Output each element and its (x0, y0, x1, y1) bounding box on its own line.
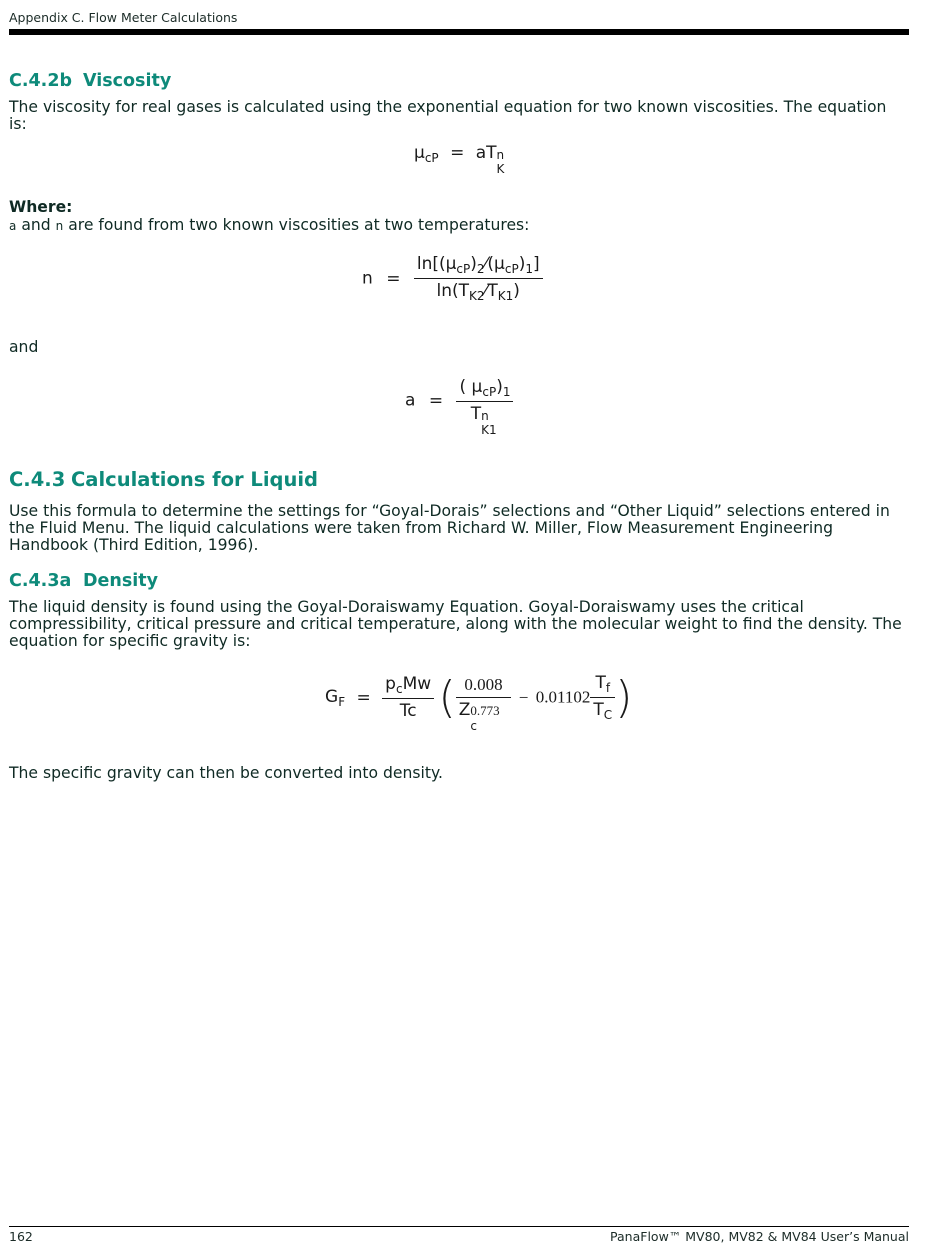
liquid-intro: Use this formula to determine the settings for “Goyal-Dorais” selections and “Other Liquid” selections entered in the Fluid Menu. The liquid calculations were taken from Richard W. Miller, Flow Measurement Engineering Handbook (Third Edition, 1996). (9, 502, 890, 554)
density-intro: The liquid density is found using the Goyal-Doraiswamy Equation. Goyal-Doraiswamy uses the critical compressibility, critical pressure and critical temperature, along with the molecular weight to find the density. The equation for specific gravity is: (9, 598, 902, 650)
running-header: Appendix C. Flow Meter Calculations (9, 10, 238, 25)
equation-specific-gravity: $G_F$ = $\frac{p_cMw}{Tc}$ ( 0.008 Z 0.773 c − 0.01102 $\frac{T_f}{T_C}$ ) (325, 672, 633, 733)
section-title: Calculations for Liquid (71, 468, 318, 491)
equation-coefficient-a: a = ( $\mu_{cP})_1$ T n K1 (405, 377, 513, 424)
header-rule (9, 29, 909, 35)
equation-exponent-n: n = $\frac{\ln[(\mu_{cP})_2⁄(\mu_{cP})_1]}{\ln(T_{K2}⁄T_{K1})}$ (362, 254, 543, 303)
section-number: C.4.2b (9, 71, 73, 91)
and-label: and (9, 338, 39, 356)
section-title: Viscosity (83, 71, 172, 91)
viscosity-intro: The viscosity for real gases is calculated using the exponential equation for two known viscosities. The equation is: (9, 98, 887, 133)
where-label: Where: (9, 198, 73, 216)
section-title: Density (83, 571, 159, 591)
density-outro: The specific gravity can then be converted into density. (9, 764, 443, 782)
section-number: C.4.3a (9, 571, 72, 591)
section-heading-viscosity (9, 71, 171, 91)
footer-rule (9, 1226, 909, 1227)
section-heading-liquid (9, 468, 318, 491)
equation-viscosity: $\mu_{cP}$ = aT n K (414, 143, 505, 176)
page-number: 162 (9, 1229, 33, 1244)
where-text: a and n are found from two known viscosities at two temperatures: (9, 216, 530, 234)
section-heading-density (9, 571, 158, 591)
section-number: C.4.3 (9, 468, 66, 491)
footer-manual-title: PanaFlow™ MV80, MV82 & MV84 User’s Manual (610, 1229, 909, 1244)
